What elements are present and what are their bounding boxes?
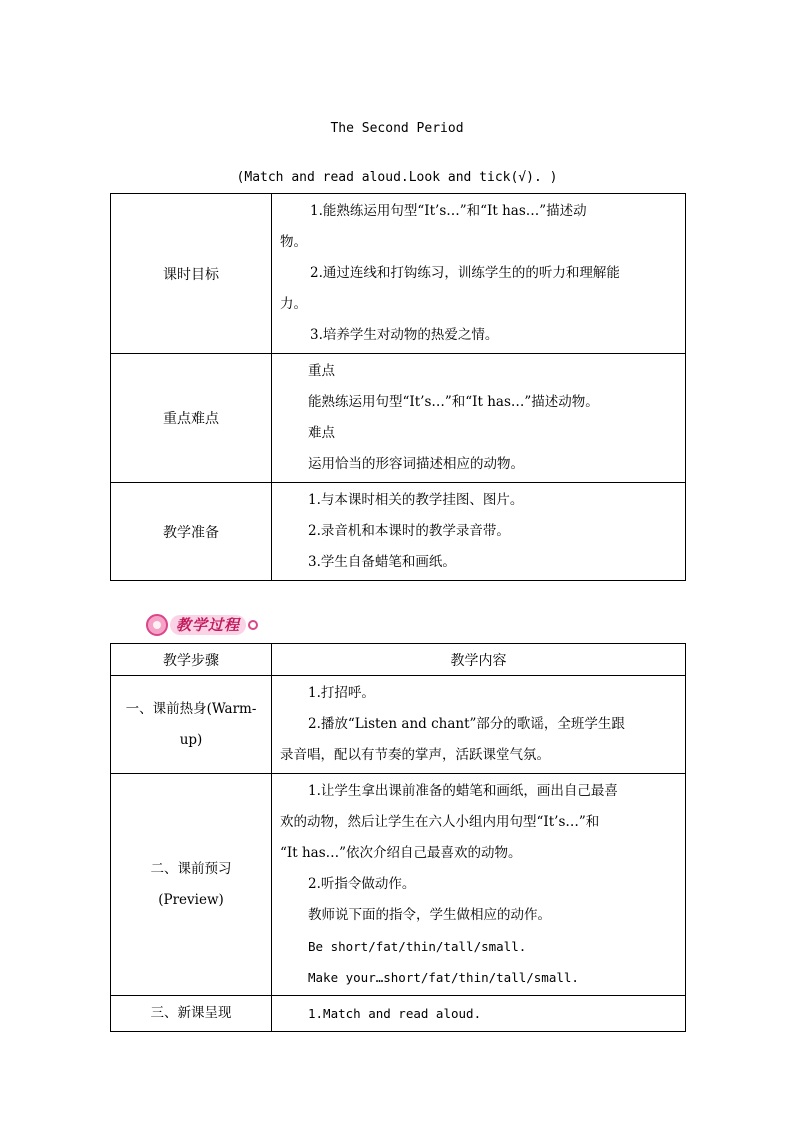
content-line: 难点 <box>308 425 335 441</box>
document-title: The Second Period <box>330 121 464 136</box>
content-line: 重点 <box>308 363 335 379</box>
content-preview <box>272 774 686 996</box>
row-content-preparation <box>272 483 686 581</box>
row-content-key-points <box>272 354 686 483</box>
content-line: 2.播放“Listen and chant”部分的歌谣，全班学生跟 <box>308 716 625 732</box>
step-line: up) <box>179 731 203 748</box>
content-line: 1.打招呼。 <box>308 685 375 701</box>
badge-label: 教学过程 <box>170 615 246 635</box>
step-new-lesson <box>111 996 272 1032</box>
content-line: 教师说下面的指令，学生做相应的动作。 <box>308 907 551 923</box>
content-line: 1.能熟练运用句型“It’s…”和“It has…”描述动 <box>310 203 587 219</box>
step-line: 三、新课呈现 <box>150 1005 232 1021</box>
content-line: 3.培养学生对动物的热爱之情。 <box>310 327 499 343</box>
table-header-row <box>111 644 686 676</box>
row-label-preparation: 教学准备 <box>111 483 272 581</box>
teaching-process-badge <box>146 613 264 637</box>
content-line: 2.听指令做动作。 <box>308 876 416 892</box>
table-row <box>111 194 686 354</box>
content-line: 运用恰当的形容词描述相应的动物。 <box>308 456 524 472</box>
content-new-lesson <box>272 996 686 1032</box>
content-line: Make your…short/fat/thin/tall/small. <box>308 970 579 985</box>
table-row <box>111 676 686 774</box>
step-line: (Preview) <box>158 891 224 908</box>
row-label-objectives: 课时目标 <box>111 194 272 354</box>
header-content: 教学内容 <box>272 644 686 676</box>
document-subtitle: (Match and read aloud.Look and tick(√). ) <box>236 170 558 185</box>
step-line: 二、课前预习 <box>150 860 232 877</box>
content-line: 1.与本课时相关的教学挂图、图片。 <box>308 492 524 508</box>
content-line: 1.让学生拿出课前准备的蜡笔和画纸，画出自己最喜 <box>308 783 618 799</box>
table-row <box>111 483 686 581</box>
step-line: 一、课前热身(Warm- <box>125 700 257 717</box>
content-line: 2.录音机和本课时的教学录音带。 <box>308 523 510 539</box>
table-row <box>111 996 686 1032</box>
content-line: 1.Match and read aloud. <box>308 1006 482 1021</box>
table-row <box>111 354 686 483</box>
process-table <box>110 643 686 1032</box>
content-line: 物。 <box>280 234 307 250</box>
content-line: 3.学生自备蜡笔和画纸。 <box>308 554 456 570</box>
content-line: 欢的动物，然后让学生在六人小组内用句型“It’s…”和 <box>280 814 600 830</box>
content-line: Be short/fat/thin/tall/small. <box>308 939 527 954</box>
summary-table <box>110 193 686 581</box>
content-line: 2.通过连线和打钩练习，训练学生的的听力和理解能 <box>310 265 620 281</box>
table-row <box>111 774 686 996</box>
step-preview <box>111 774 272 996</box>
ring-icon <box>248 620 258 630</box>
row-content-objectives <box>272 194 686 354</box>
content-line: 能熟练运用句型“It’s…”和“It has…”描述动物。 <box>308 394 599 410</box>
content-warm-up <box>272 676 686 774</box>
step-warm-up <box>111 676 272 774</box>
flower-icon <box>146 614 168 636</box>
content-line: 录音唱，配以有节奏的掌声，活跃课堂气氛。 <box>280 747 550 763</box>
content-line: 力。 <box>280 296 307 312</box>
header-steps: 教学步骤 <box>111 644 272 676</box>
row-label-key-points: 重点难点 <box>111 354 272 483</box>
content-line: “It has…”依次介绍自己最喜欢的动物。 <box>280 845 522 861</box>
